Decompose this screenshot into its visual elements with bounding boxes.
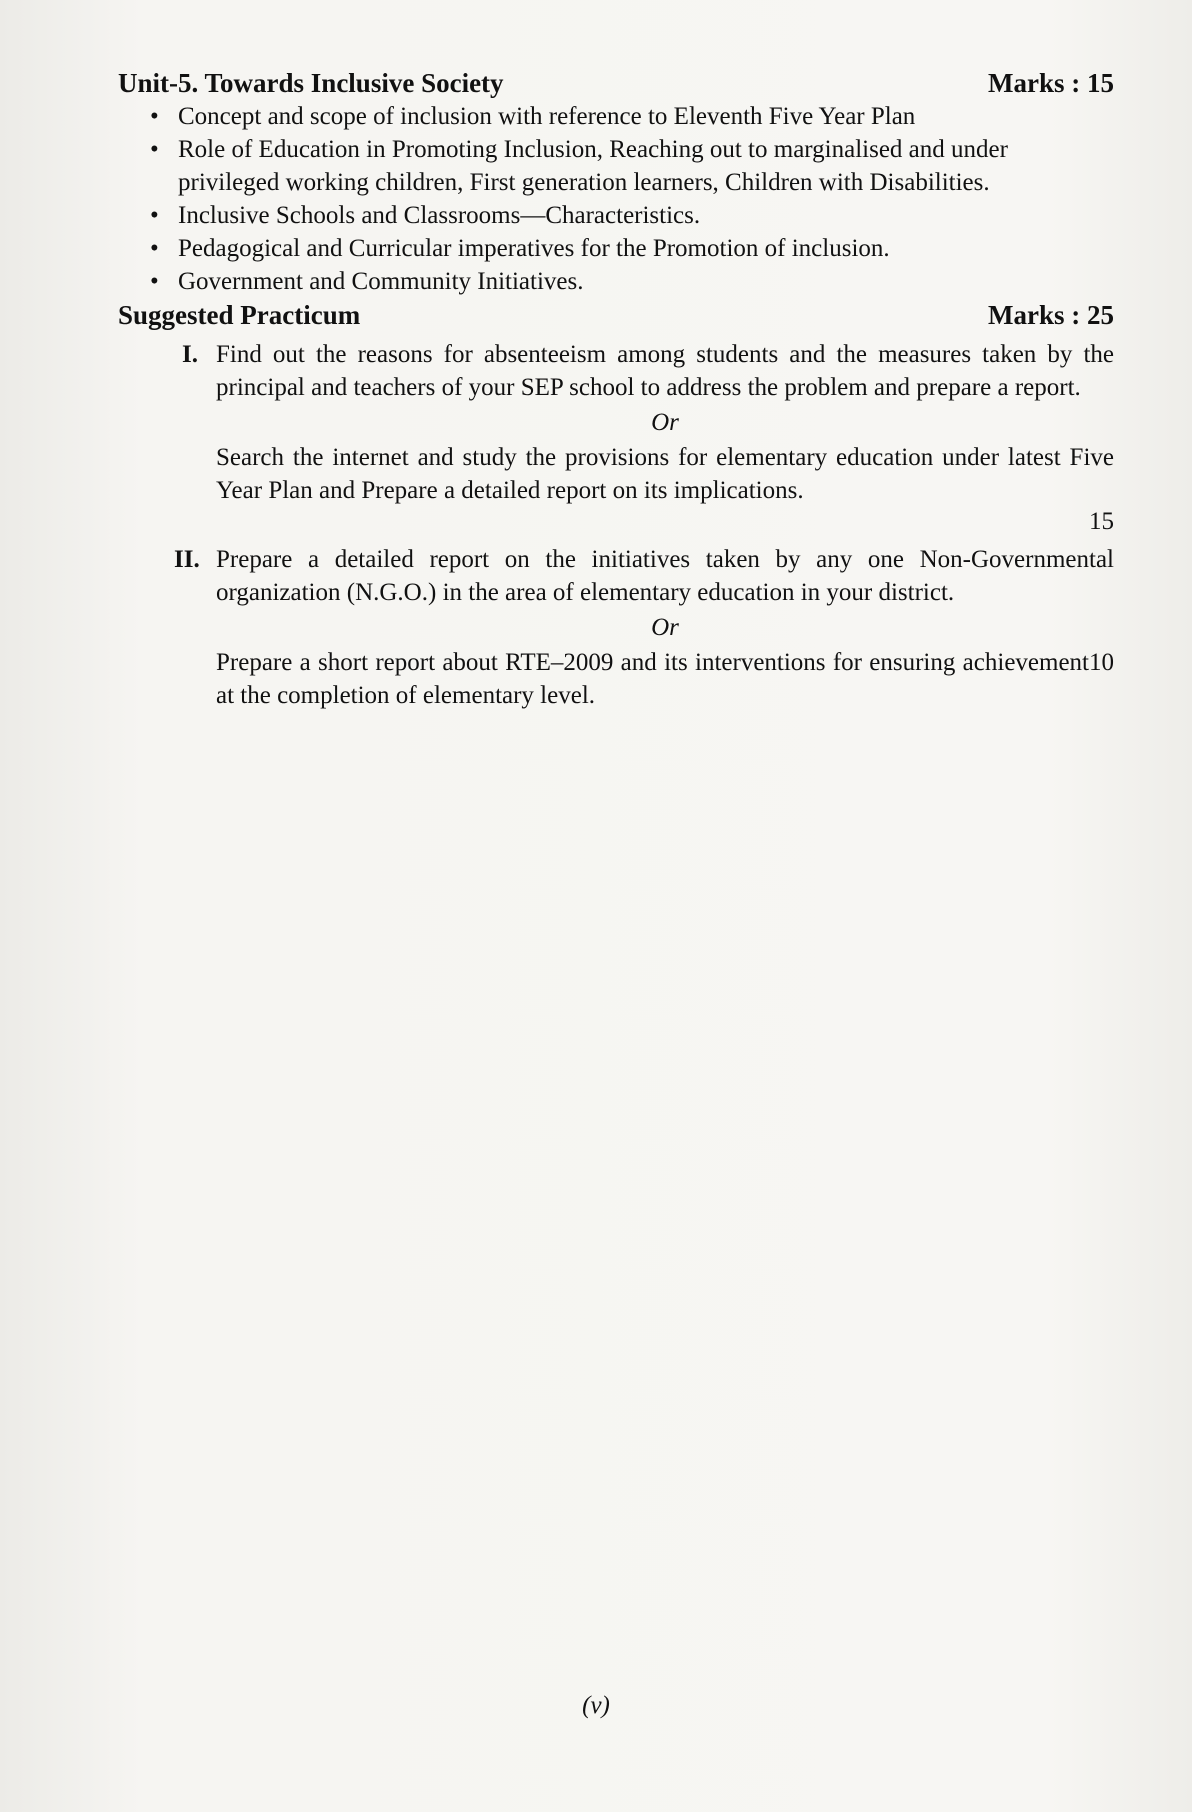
bullet-item: • Government and Community Initiatives.	[178, 265, 1114, 298]
page-content	[118, 66, 1114, 712]
item-number: I.	[182, 341, 198, 368]
item-number: II.	[174, 546, 200, 573]
unit5-bullet-list	[118, 100, 1114, 298]
practicum-heading	[118, 298, 1114, 332]
bullet-item: • Inclusive Schools and Classrooms—Characteristics.	[178, 199, 1114, 232]
unit5-title: Unit-5. Towards Inclusive Society	[118, 68, 504, 98]
item-alternative: Search the internet and study the provisions for elementary education under latest Five Year Plan and Prepare a detailed report on its implications.	[216, 444, 1114, 504]
practicum-section	[118, 298, 1114, 712]
page-number: (v)	[582, 1692, 610, 1719]
or-separator: Or	[651, 614, 679, 641]
unit5-heading	[118, 66, 1114, 100]
item-text: Prepare a detailed report on the initiatives taken by any one Non-Governmental organization (N.G.O.) in the area of elementary education in your district.	[216, 546, 1114, 606]
item-marks: 15	[1089, 508, 1114, 535]
practicum-item-2	[118, 543, 1114, 609]
item-alternative	[118, 646, 1114, 712]
bullet-item: • Concept and scope of inclusion with reference to Eleventh Five Year Plan	[178, 100, 1114, 133]
bullet-item: • Pedagogical and Curricular imperatives for the Promotion of inclusion.	[178, 232, 1114, 265]
practicum-item-1	[118, 338, 1114, 404]
bullet-item: • Role of Education in Promoting Inclusion, Reaching out to marginalised and under privileged working children, First generation learners, Children with Disabilities.	[178, 133, 1114, 199]
item-alternative-text: Prepare a short report about RTE–2009 and its interventions for ensuring achievement at the completion of elementary level.	[216, 649, 1089, 709]
practicum-title: Suggested Practicum	[118, 300, 361, 330]
practicum-marks: Marks : 25	[988, 300, 1114, 330]
or-separator: Or	[651, 409, 679, 436]
item-text: Find out the reasons for absenteeism among students and the measures taken by the principal and teachers of your SEP school to address the problem and prepare a report.	[216, 341, 1114, 401]
item-marks: 10	[1089, 649, 1114, 676]
unit5-marks: Marks : 15	[988, 68, 1114, 98]
